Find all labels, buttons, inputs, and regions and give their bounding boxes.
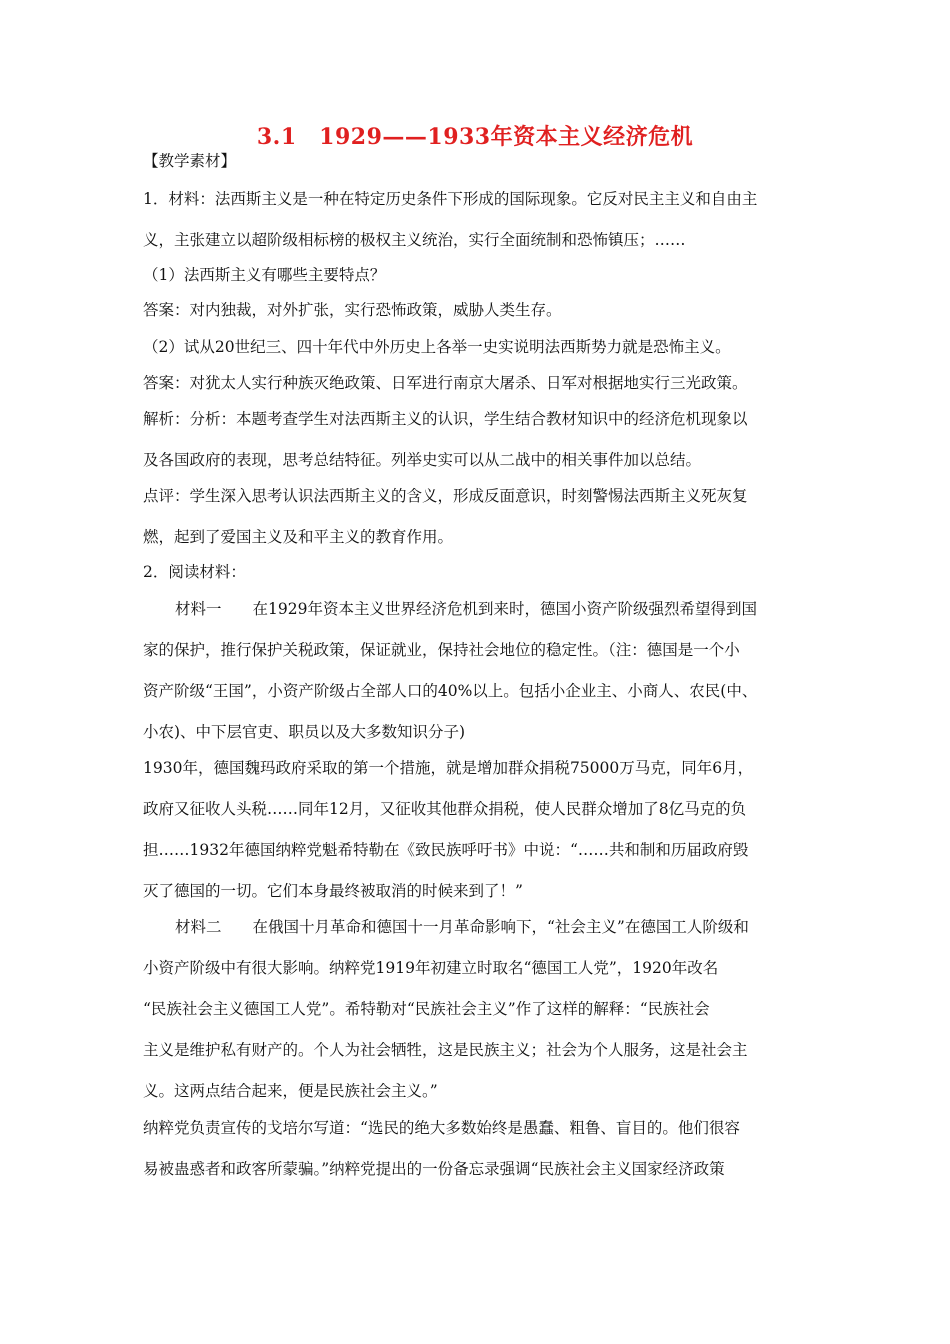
material-line: 政府又征收人头税……同年12月，又征收其他群众捐税，使人民群众增加了8亿马克的负 [143,800,747,818]
answer-line: 答案：对内独裁，对外扩张，实行恐怖政策，威胁人类生存。 [143,301,562,319]
paragraph-line: 1．材料：法西斯主义是一种在特定历史条件下形成的国际现象。它反对民主主义和自由主 [143,190,758,208]
material-line: 小资产阶级中有很大影响。纳粹党1919年初建立时取名“德国工人党”，1920年改名 [143,959,719,977]
material-line: 灭了德国的一切。它们本身最终被取消的时候来到了！” [143,882,523,900]
material-line: 1930年，德国魏玛政府采取的第一个措施，就是增加群众捐税75000万马克，同年6月， [143,759,754,777]
material-line: 主义是维护私有财产的。个人为社会牺牲，这是民族主义；社会为个人服务，这是社会主 [143,1041,748,1059]
material-line: 资产阶级“王国”，小资产阶级占全部人口的40%以上。包括小企业主、小商人、农民(中、 [143,682,758,700]
analysis-line: 及各国政府的表现，思考总结特征。列举史实可以从二战中的相关事件加以总结。 [143,451,702,469]
material-line: 材料一 在1929年资本主义世界经济危机到来时，德国小资产阶级强烈希望得到国 [175,600,757,618]
question-line: （1）法西斯主义有哪些主要特点？ [143,266,386,284]
section-heading: 【教学素材】 [143,152,237,170]
material-line: 义。这两点结合起来，便是民族社会主义。” [143,1082,438,1100]
material-line: 担……1932年德国纳粹党魁希特勒在《致民族呼吁书》中说：“……共和制和历届政府毁 [143,841,749,859]
material-line: “民族社会主义德国工人党”。希特勒对“民族社会主义”作了这样的解释：“民族社会 [143,1000,710,1018]
question-line: （2）试从20世纪三、四十年代中外历史上各举一史实说明法西斯势力就是恐怖主义。 [143,338,731,356]
comment-line: 燃，起到了爱国主义及和平主义的教育作用。 [143,528,454,546]
section-item: 2．阅读材料： [143,563,246,581]
document-title: 3.1 1929——1933年资本主义经济危机 [256,124,694,150]
paragraph-line: 义，主张建立以超阶级相标榜的极权主义统治，实行全面统制和恐怖镇压；…… [143,231,686,249]
material-line: 小农)、中下层官吏、职员以及大多数知识分子) [143,723,466,741]
answer-line: 答案：对犹太人实行种族灭绝政策、日军进行南京大屠杀、日军对根据地实行三光政策。 [143,374,748,392]
material-line: 纳粹党负责宣传的戈培尔写道：“选民的绝大多数始终是愚蠢、粗鲁、盲目的。他们很容 [143,1119,740,1137]
material-line: 材料二 在俄国十月革命和德国十一月革命影响下，“社会主义”在德国工人阶级和 [175,918,749,936]
material-line: 家的保护，推行保护关税政策，保证就业，保持社会地位的稳定性。（注：德国是一个小 [143,641,740,659]
material-line: 易被蛊惑者和政客所蒙骗。”纳粹党提出的一份备忘录强调“民族社会主义国家经济政策 [143,1160,725,1178]
analysis-line: 解析：分析：本题考查学生对法西斯主义的认识，学生结合教材知识中的经济危机现象以 [143,410,748,428]
comment-line: 点评：学生深入思考认识法西斯主义的含义，形成反面意识，时刻警惕法西斯主义死灰复 [143,487,748,505]
